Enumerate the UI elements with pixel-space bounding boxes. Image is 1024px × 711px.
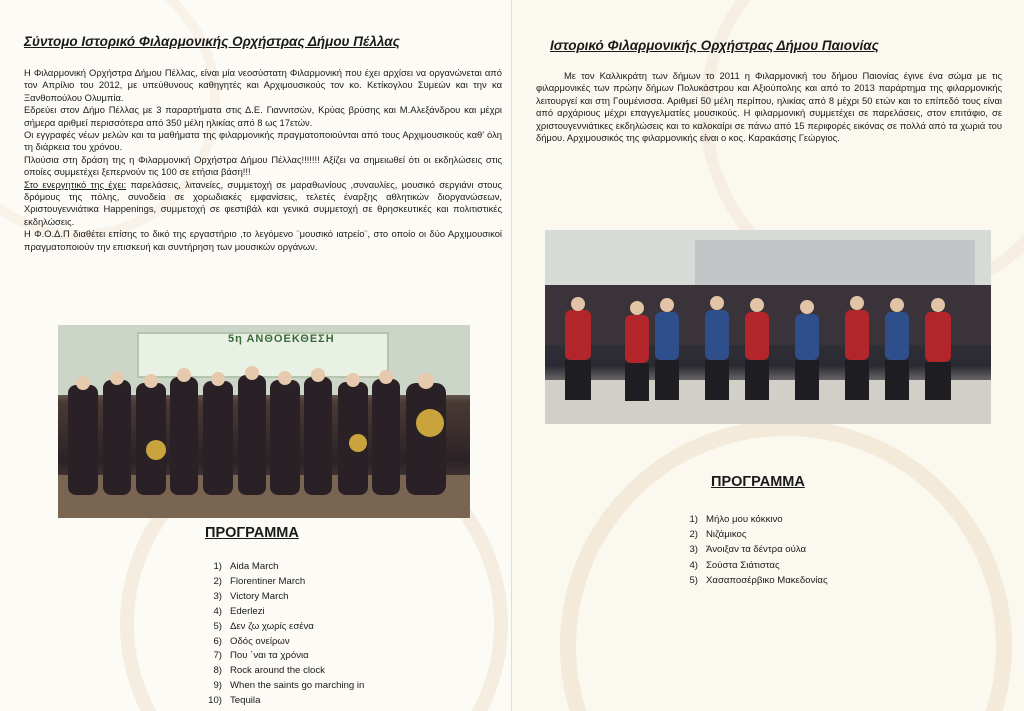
- orchestra-photo-paionia: [545, 230, 991, 424]
- activities-label: Στο ενεργητικό της έχει:: [24, 178, 127, 190]
- photo-illustration: [58, 325, 470, 518]
- photo-banner-text: 5η ΑΝΘΟΕΚΘΕΣΗ: [228, 333, 335, 345]
- list-item: 7) Που ΄ναι τα χρόνια: [213, 650, 309, 662]
- photo-illustration: [545, 230, 991, 424]
- list-item: 3) Victory March: [213, 590, 289, 602]
- list-item: 5) Χασαποσέρβικο Μακεδονίας: [689, 574, 828, 586]
- paragraph: Πλούσια στη δράση της η Φιλαρμονική Ορχήστρα Δήμου Πέλλας!!!!!!! Αξίζει να σημειωθεί ότι οι εκδηλώσεις στις οποίες συμμετέχει ξεπερνούν τις 100 σε ετήσια βάση!!!: [24, 153, 502, 178]
- right-program-list: [676, 512, 828, 588]
- paragraph: Με τον Καλλικράτη των δήμων το 2011 η Φιλαρμονική του δήμου Παιονίας έγινε ένα σώμα με τις φιλαρμονικές των πρώην δήμων Πολυκάστρου και Αξιούπολης και από το 2013 παράρτημα της φιλαρμονικής λειτουργεί και στη Γουμένισσα. Αριθμεί 50 μέλη περίπου, ηλικίας από 8 μέχρι 50 ετών και το επίπεδό τους είναι από αρχάριους μέχρι επαγγελματίες μουσικούς. Η φιλαρμονική συμμετέχει σε παρελάσεις, στον επιτάφιο, σε χριστουγεννιάτικες εκδηλώσεις και το καλοκαίρι σε πάνω από 15 περιφορές εικόνας σε πολλά από τα χωριά του δήμου. Αρχιμουσικός της φιλαρμονικής είναι ο κος. Καρακάσης Γεώργιος.: [536, 70, 1002, 144]
- left-program-list: [200, 560, 364, 709]
- paragraph: Εδρεύει στον Δήμο Πέλλας με 3 παραρτήματα στις Δ.Ε. Γιαννιτσών, Κρύας βρύσης και Μ.Αλεξάνδρου και μέχρι σήμερα αριθμεί περισσότερα από 350 μέλη ηλικίας από 8 ως 17ετών.: [24, 104, 502, 128]
- left-history-text: [24, 67, 502, 253]
- list-item: 1) Aida March: [213, 561, 279, 572]
- list-item: 6) Οδός ονείρων: [213, 635, 290, 647]
- right-page: [512, 0, 1024, 711]
- list-item: 1) Μήλο μου κόκκινο: [689, 514, 783, 525]
- list-item: 4) Σούστα Σιάτιστας: [689, 559, 780, 571]
- list-item: 5) Δεν ζω χωρίς εσένα: [213, 620, 314, 632]
- paragraph: Η Φιλαρμονική Ορχήστρα Δήμου Πέλλας, είναι μία νεοσύστατη Φιλαρμονική που έχει αρχίσει να οργανώνεται από τον Απρίλιο του 2012, με υπεύθυνους καθηγητές και Αρχιμουσικούς τον κο. Κετίκογλου Συμεών και την κα Ξανθοπούλου Ολυμπία.: [24, 67, 502, 103]
- workshop-paragraph: Η Φ.Ο.Δ.Π διαθέτει επίσης το δικό της εργαστήριο ,το λεγόμενο ¨μουσικό ιατρείο¨, στο οποίο οι δύο Αρχιμουσικοί πραγματοποιούν την επισκευή και συντήρηση των μουσικών οργάνων.: [24, 228, 502, 252]
- right-program-heading: ΠΡΟΓΡΑΜΜΑ: [711, 474, 805, 490]
- list-item: 2) Florentiner March: [213, 575, 306, 587]
- activities-paragraph: [24, 179, 502, 229]
- list-item: 4) Ederlezi: [213, 605, 265, 617]
- right-history-text: [536, 70, 1002, 144]
- list-item: 9) When the saints go marching in: [213, 680, 365, 692]
- list-item: 10) Tequila: [208, 695, 261, 707]
- left-program-heading: ΠΡΟΓΡΑΜΜΑ: [205, 525, 299, 541]
- activities-text: παρελάσεις, λιτανείες, συμμετοχή σε μαραθωνίους ,συναυλίες, μουσικό σεργιάνι στους δρόμους της πόλης, συνοδεία σε χορωδιακές εμφανίσεις, τελετές έναρξης αθλητικών διοργανώσεων, Χριστουγεννιάτικα Happenings, συμμετοχή σε φεστιβάλ και γενικά συμμετοχή σε θρησκευτικές και πολιτιστικές εκδηλώσεις.: [24, 178, 503, 227]
- list-item: 2) Νιζάμικος: [689, 529, 747, 541]
- list-item: 3) Άνοιξαν τα δέντρα ούλα: [689, 544, 807, 556]
- left-page-title: Σύντομο Ιστορικό Φιλαρμονικής Ορχήστρας Δήμου Πέλλας: [24, 34, 400, 49]
- list-item: 8) Rock around the clock: [213, 665, 325, 677]
- right-page-title: Ιστορικό Φιλαρμονικής Ορχήστρας Δήμου Παιονίας: [550, 38, 879, 53]
- orchestra-photo-pella: [58, 325, 470, 518]
- paragraph: Οι εγγραφές νέων μελών και τα μαθήματα της φιλαρμονικής πραγματοποιούνται από τους Αρχιμουσικούς καθ' όλη τη διάρκεια του χρόνου.: [24, 129, 502, 153]
